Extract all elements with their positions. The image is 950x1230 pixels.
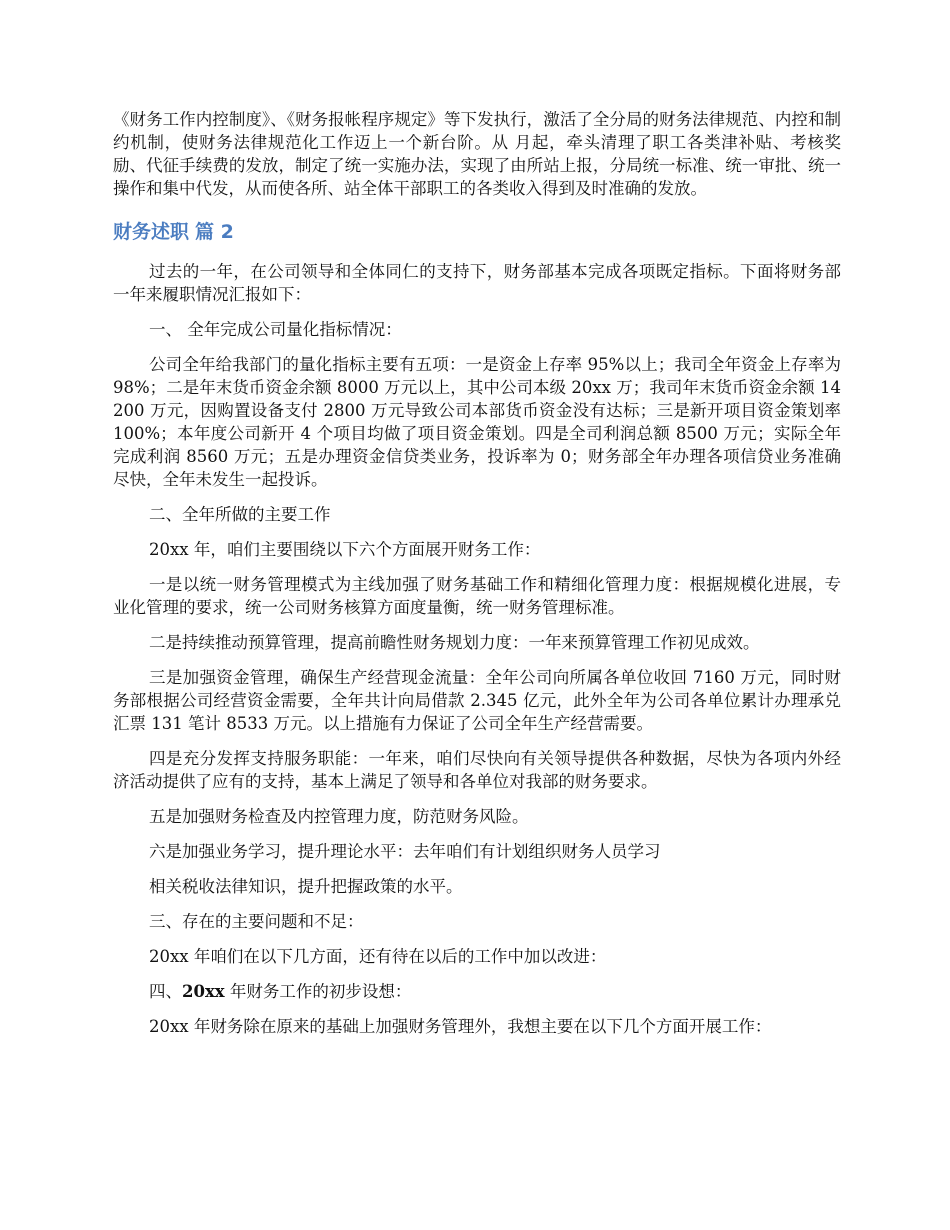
heading-title: 财务述职 <box>113 221 190 243</box>
paragraph-item-six-continued: 相关税收法律知识，提升把握政策的水平。 <box>149 877 463 896</box>
intro-paragraph: 《财务工作内控制度》、《财务报帐程序规定》等下发执行，激活了全分局的财务法律规范、内控和制约机制，使财务法律规范化工作迈上一个新台阶。从 月起，牵头清理了职工各类津补贴、考核奖励、代征手续费的发放，制定了统一实施办法，实现了由所站上报，分局统一标准、统一审批、统一操作和集中代发，从而使各所、站全体干部职工的各类收入得到及时准确的发放。 <box>113 110 841 198</box>
paragraph-item-six: 六是加强业务学习，提升理论水平：去年咱们有计划组织财务人员学习 <box>149 842 661 861</box>
paragraph-six-aspects: 20xx 年，咱们主要围绕以下六个方面展开财务工作： <box>149 540 541 559</box>
section-four-year: 20xx <box>182 982 225 1001</box>
paragraph-section-three-title: 三、存在的主要问题和不足： <box>149 912 364 931</box>
section-four-prefix: 四、 <box>149 982 182 1001</box>
paragraph-section-one-title: 一、 全年完成公司量化指标情况： <box>149 320 402 339</box>
paragraph-item-four: 四是充分发挥支持服务职能：一年来，咱们尽快向有关领导提供各种数据，尽快为各项内外经济活动提供了应有的支持，基本上满足了领导和各单位对我部的财务要求。 <box>113 749 841 791</box>
heading-suffix: 篇 2 <box>195 221 234 243</box>
paragraph-section-four-title <box>113 980 841 1003</box>
paragraph-item-three: 三是加强资金管理，确保生产经营现金流量：全年公司向所属各单位收回 7160 万元，同时财务部根据公司经营资金需要，全年共计向局借款 2.345 亿元，此外全年为公司各单位累计办理承兑汇票 131 笔计 8533 万元。以上措施有力保证了公司全年生产经营需要。 <box>113 668 841 733</box>
paragraph-section-two-title: 二、全年所做的主要工作 <box>149 505 331 524</box>
paragraph-summary: 过去的一年，在公司领导和全体同仁的支持下，财务部基本完成各项既定指标。下面将财务部一年来履职情况汇报如下： <box>113 262 841 304</box>
paragraph-item-two: 二是持续推动预算管理，提高前瞻性财务规划力度：一年来预算管理工作初见成效。 <box>149 633 760 652</box>
section-heading <box>113 218 841 246</box>
paragraph-plans: 20xx 年财务除在原来的基础上加强财务管理外，我想主要在以下几个方面开展工作： <box>149 1017 772 1036</box>
paragraph-improvements: 20xx 年咱们在以下几方面，还有待在以后的工作中加以改进： <box>149 947 607 966</box>
paragraph-quantified-targets: 公司全年给我部门的量化指标主要有五项：一是资金上存率 95%以上；我司全年资金上存率为 98%；二是年末货币资金余额 8000 万元以上，其中公司本级 20xx 万；我司年末货币资金余额 14200 万元，因购置设备支付 2800 万元导致公司本部货币资金没有达标；三是新开项目资金策划率 100%；本年度公司新开 4 个项目均做了项目资金策划。四是全司利润总额 8500 万元；实际全年完成利润 8560 万元；五是办理资金信贷类业务，投诉率为 0；财务部全年办理各项信贷业务准确尽快，全年未发生一起投诉。 <box>113 355 841 489</box>
document-body <box>113 108 841 1050</box>
paragraph-item-one: 一是以统一财务管理模式为主线加强了财务基础工作和精细化管理力度：根据规模化进展，专业化管理的要求，统一公司财务核算方面度量衡，统一财务管理标准。 <box>113 575 841 617</box>
section-four-rest: 年财务工作的初步设想： <box>224 982 412 1001</box>
paragraph-item-five: 五是加强财务检查及内控管理力度，防范财务风险。 <box>149 807 529 826</box>
